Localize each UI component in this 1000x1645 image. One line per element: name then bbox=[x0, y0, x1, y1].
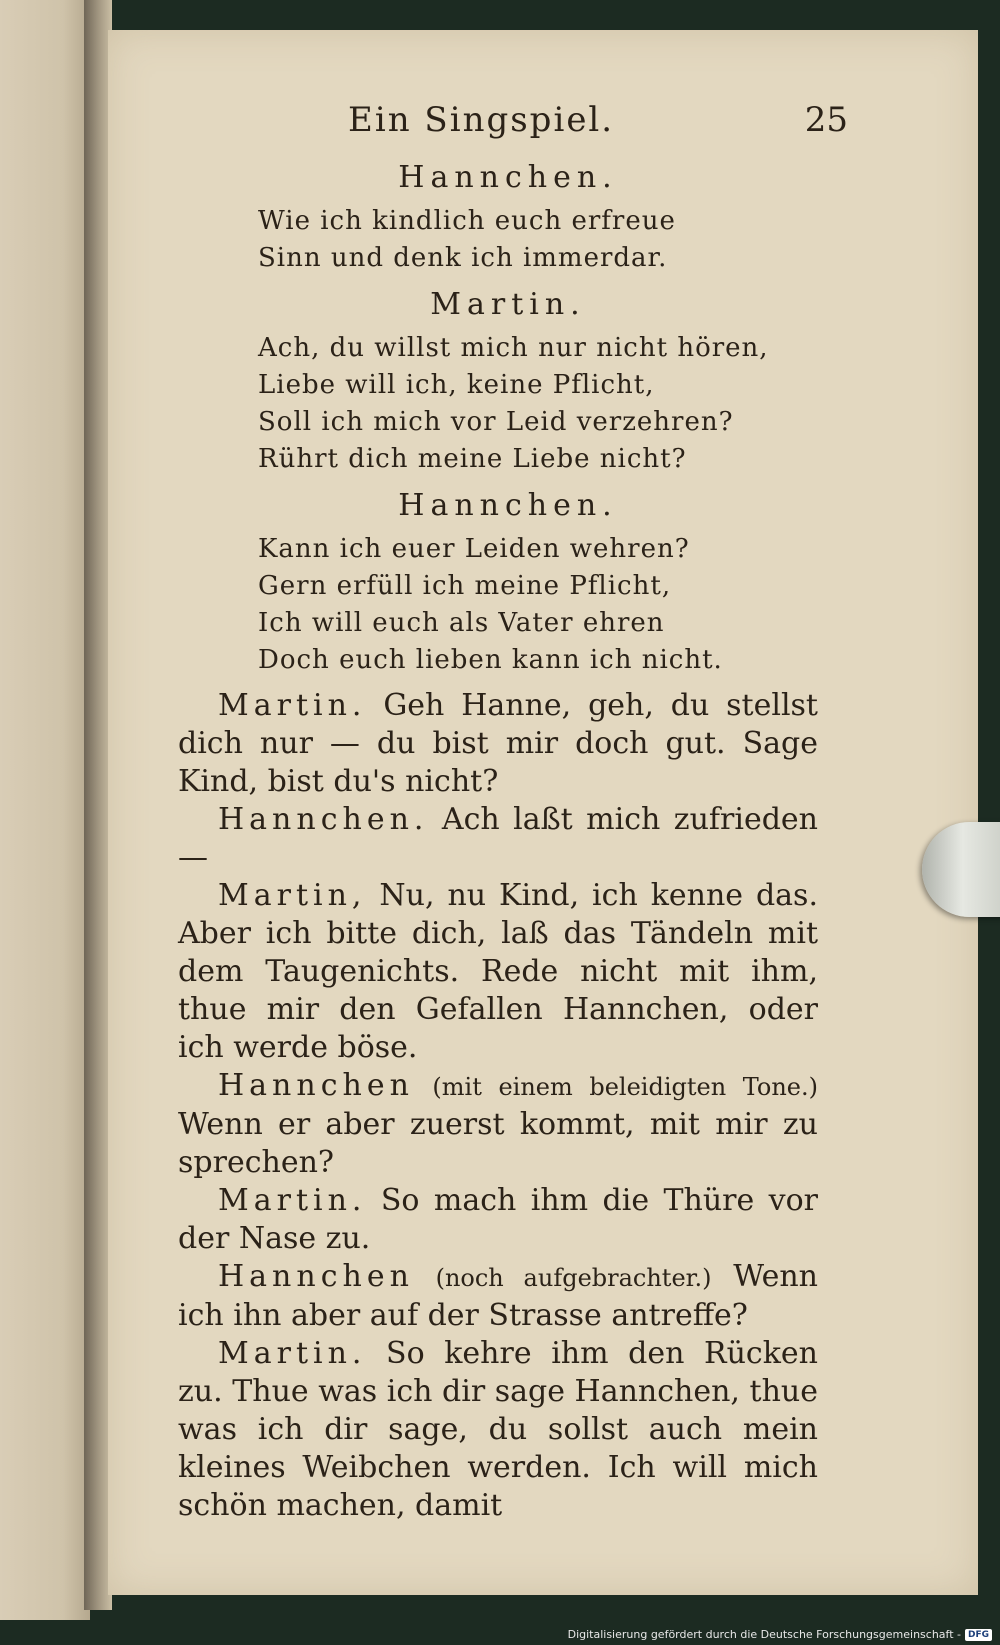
page-text-block bbox=[178, 100, 848, 1525]
running-head bbox=[178, 100, 848, 150]
page-number: 25 bbox=[804, 100, 848, 140]
verse-line: Sinn und denk ich immerdar. bbox=[258, 243, 668, 273]
speaker-name: Hannchen bbox=[218, 1259, 414, 1294]
verse-lines bbox=[258, 330, 818, 478]
verse-line: Ich will euch als Vater ehren bbox=[258, 608, 665, 638]
credit-text: Digitalisierung gefördert durch die Deutsche Forschungsgemeinschaft - bbox=[567, 1628, 961, 1641]
verse-line: Ach, du willst mich nur nicht hören, bbox=[258, 333, 769, 363]
verse-lines bbox=[258, 531, 818, 679]
speaker-name: Martin. bbox=[218, 1336, 367, 1371]
speaker-heading: Hannchen. bbox=[398, 488, 618, 523]
facing-page-edge bbox=[0, 0, 90, 1620]
dialogue-text: Ach laßt mich zufrieden — bbox=[178, 802, 818, 875]
dialogue-paragraph bbox=[178, 1067, 818, 1182]
verse-block bbox=[178, 488, 818, 679]
speaker-name: Martin. bbox=[218, 688, 367, 723]
verse-line: Kann ich euer Leiden wehren? bbox=[258, 534, 690, 564]
speaker-name: Hannchen. bbox=[218, 802, 429, 837]
dialogue-text: Geh Hanne, geh, du stellst dich nur — du bist mir doch gut. Sage Kind, bist du's nicht? bbox=[178, 688, 818, 799]
dialogue-text: So mach ihm die Thüre vor der Nase zu. bbox=[178, 1183, 819, 1256]
book-page bbox=[108, 30, 978, 1595]
dialogue-text: Wenn er aber zuerst kommt, mit mir zu sprechen? bbox=[178, 1107, 818, 1180]
dialogue-paragraph bbox=[178, 687, 818, 801]
dialogue-paragraph bbox=[178, 1258, 818, 1335]
speaker-heading: Hannchen. bbox=[398, 160, 618, 195]
verse-line: Doch euch lieben kann ich nicht. bbox=[258, 645, 723, 675]
running-title: Ein Singspiel. bbox=[348, 100, 615, 140]
verse-line: Rührt dich meine Liebe nicht? bbox=[258, 444, 687, 474]
verse-block bbox=[178, 160, 818, 277]
speaker-name: Hannchen bbox=[218, 1068, 414, 1103]
dialogue-text: Nu, nu Kind, ich kenne das. Aber ich bitte dich, laß das Tändeln mit dem Taugenichts. Rede nicht mit ihm, thue mir den Gefallen Hannchen, oder ich werde böse. bbox=[178, 878, 818, 1065]
dialogue-paragraph bbox=[178, 801, 818, 877]
verse-lines bbox=[258, 203, 818, 277]
verse-line: Soll ich mich vor Leid verzehren? bbox=[258, 407, 734, 437]
verse-block bbox=[178, 287, 818, 478]
speaker-name: Martin. bbox=[218, 1183, 367, 1218]
verse-line: Gern erfüll ich meine Pflicht, bbox=[258, 571, 672, 601]
stage-direction: (mit einem beleidigten Tone.) bbox=[432, 1073, 818, 1101]
dialogue-paragraph bbox=[178, 1182, 818, 1258]
dialogue-paragraph bbox=[178, 1335, 818, 1525]
verse-line: Wie ich kindlich euch erfreue bbox=[258, 206, 676, 236]
dialogue-text: So kehre ihm den Rücken zu. Thue was ich dir sage Hannchen, thue was ich dir sage, du sollst auch mein kleines Weibchen werden. Ich will mich schön machen, damit bbox=[178, 1336, 818, 1523]
dfg-logo: DFG bbox=[965, 1629, 992, 1641]
dialogue-paragraph bbox=[178, 877, 818, 1067]
digitization-credit bbox=[568, 1628, 992, 1641]
dialogue-prose bbox=[178, 687, 818, 1525]
dialogue-text: Wenn ich ihn aber auf der Strasse antreffe? bbox=[178, 1259, 818, 1333]
speaker-heading: Martin. bbox=[430, 287, 586, 322]
stage-direction: (noch aufgebrachter.) bbox=[435, 1264, 712, 1292]
speaker-name: Martin, bbox=[218, 878, 367, 913]
verse-line: Liebe will ich, keine Pflicht, bbox=[258, 370, 655, 400]
